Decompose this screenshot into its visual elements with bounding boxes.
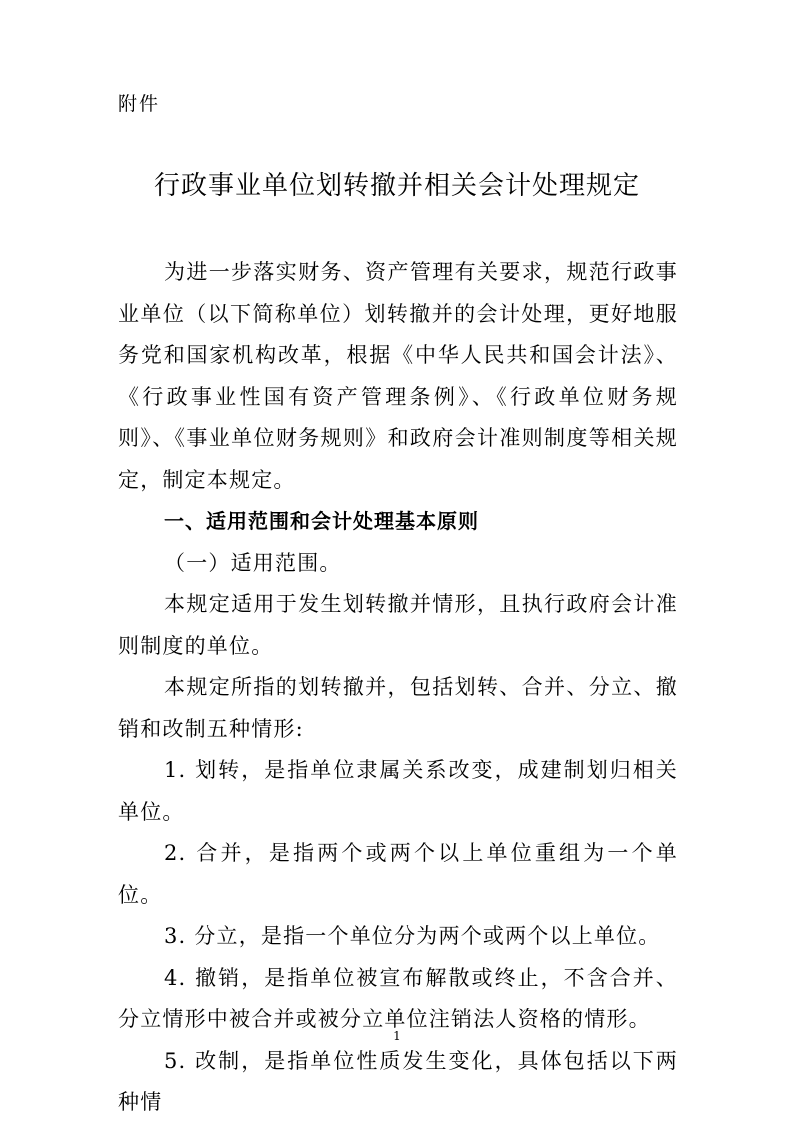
list-item-transfer: 1. 划转，是指单位隶属关系改变，成建制划归相关单位。 (118, 758, 678, 824)
section-heading-1: 一、适用范围和会计处理基本原则 (164, 509, 479, 533)
attachment-label: 附件 (118, 93, 161, 115)
subsection-heading-scope: （一）适用范围。 (164, 550, 342, 575)
document-title: 行政事业单位划转撤并相关会计处理规定 (153, 171, 640, 201)
list-item-split: 3. 分立，是指一个单位分为两个或两个以上单位。 (164, 924, 661, 948)
paragraph-five-cases: 本规定所指的划转撤并，包括划转、合并、分立、撤销和改制五种情形: (118, 675, 678, 741)
paragraph-scope: 本规定适用于发生划转撤并情形，且执行政府会计准则制度的单位。 (118, 592, 678, 658)
paragraph-intro: 为进一步落实财务、资产管理有关要求，规范行政事业单位（以下简称单位）划转撤并的会计处理，更好地服务党和国家机构改革，根据《中华人民共和国会计法》、《行政事业性国有资产管理条例》、《行政单位财务规则》、《事业单位财务规则》和政府会计准则制度等相关规定，制定本规定。 (118, 260, 678, 492)
document-body (118, 252, 678, 1124)
page-number: 1 (393, 1029, 401, 1043)
list-item-merger: 2. 合并，是指两个或两个以上单位重组为一个单位。 (118, 841, 678, 907)
list-item-restructuring: 5. 改制，是指单位性质发生变化，具体包括以下两种情 (118, 1048, 678, 1114)
list-item-revocation: 4. 撤销，是指单位被宣布解散或终止，不含合并、分立情形中被合并或被分立单位注销法人资格的情形。 (118, 965, 678, 1031)
